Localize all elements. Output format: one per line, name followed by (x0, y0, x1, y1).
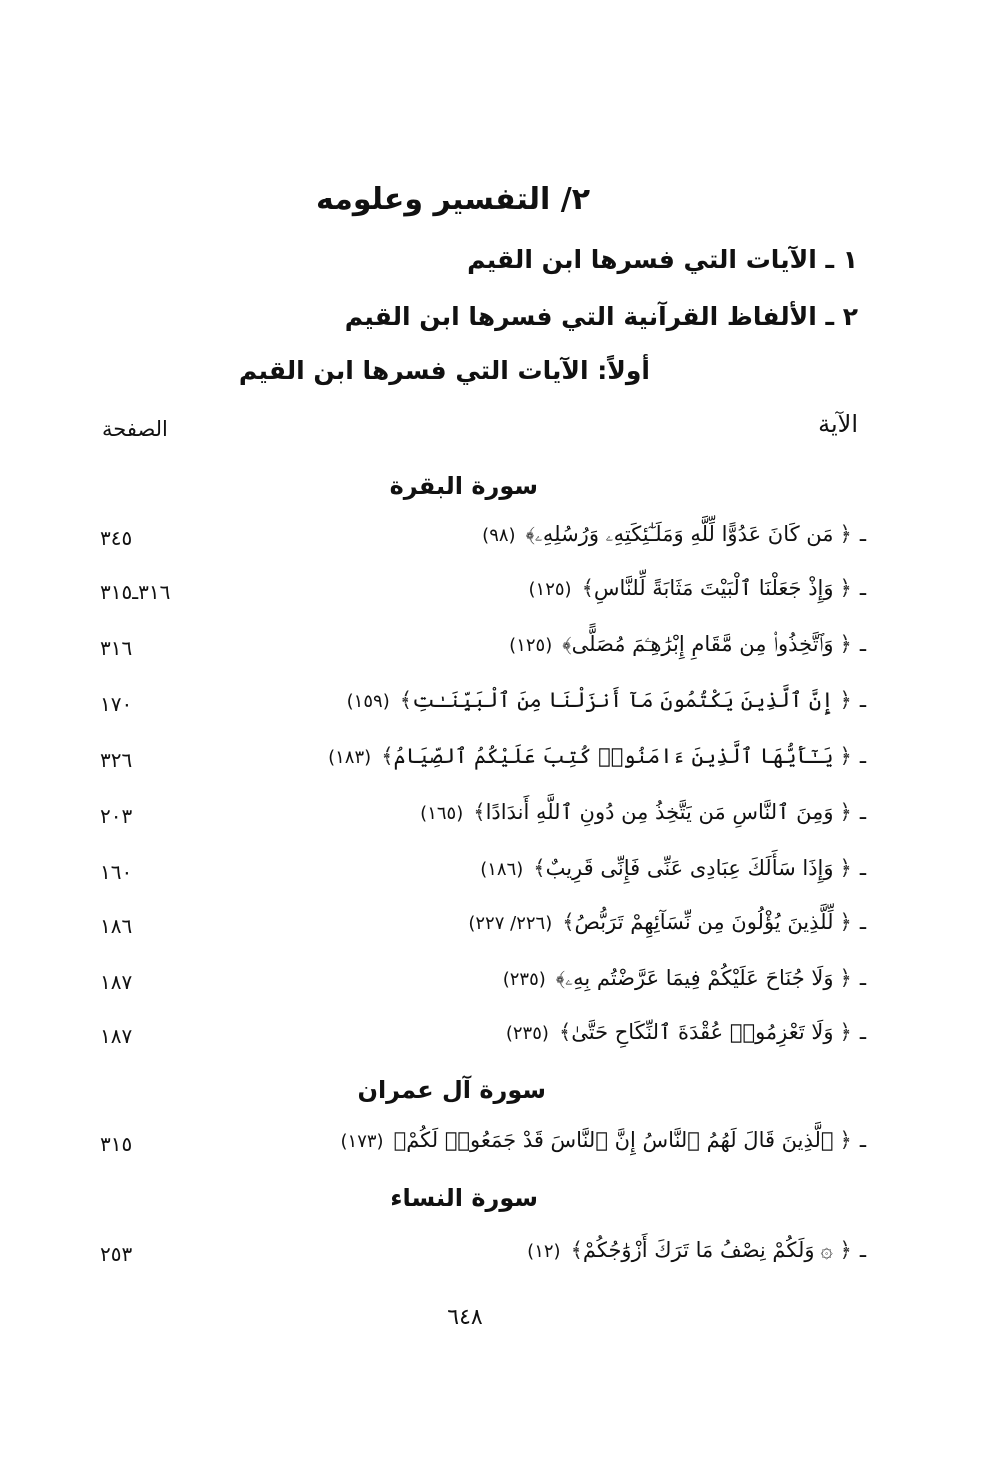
ornate-bracket-icon: ﴾ (562, 632, 572, 656)
verse-text (503, 966, 866, 991)
ornate-bracket-icon: ﴾ (558, 1020, 572, 1044)
verse-number: (١٢٥) (509, 635, 553, 656)
verse-number: (٢٣٥) (502, 969, 546, 990)
ornate-bracket-icon: ﴿ (839, 966, 852, 990)
verse-number: (١٢) (527, 1241, 561, 1262)
verse-text (529, 576, 867, 600)
ornate-bracket-icon: ﴾ (381, 744, 394, 768)
page-ref: ١٧٠ (100, 692, 133, 716)
dash: ـ (859, 800, 866, 824)
subheading: أولاً: الآيات التي فسرها ابن القيم (238, 356, 650, 385)
verse-quote: وَلَكُمْ نِصْفُ مَا تَرَكَ أَزْوَٰجُكُمْ (582, 1238, 815, 1262)
verse-row (98, 744, 866, 788)
verse-row (98, 910, 866, 954)
verse-text (509, 632, 866, 657)
verse-quote: وَمِنَ ٱلنَّاسِ مَن يَتَّخِذُ مِن دُونِ ٱللَّهِ أَندَادًا (485, 800, 834, 824)
verse-number: (١٦٥) (420, 803, 464, 824)
verse-number: (١٥٩) (346, 691, 390, 712)
dash: ـ (859, 966, 866, 990)
surah-heading-an-nisa: سورة النساء (390, 1184, 538, 1212)
verse-text (328, 744, 866, 768)
verse-text (506, 1020, 866, 1044)
verse-row (98, 1128, 866, 1172)
dash: ـ (859, 856, 866, 880)
verse-row (98, 522, 866, 566)
verse-number: (٢٢٦/ ٢٢٧) (468, 913, 553, 934)
surah-heading-baqarah: سورة البقرة (389, 472, 538, 500)
verse-quote: يَـٰٓأَيُّهَا ٱلَّذِينَ ءَامَنُوا۟ كُتِبَ عَلَيْكُمُ ٱلصِّيَامُ (393, 744, 834, 768)
verse-row (98, 856, 866, 900)
ornate-bracket-icon: ﴾ (570, 1238, 583, 1262)
ornate-bracket-icon: ﴾ (581, 576, 594, 600)
page-ref: ٢٠٣ (100, 804, 133, 828)
verse-row (98, 1238, 866, 1282)
page-ref: ١٦٠ (100, 860, 133, 884)
page-ref: ١٨٧ (100, 970, 133, 994)
page-ref: ٣١٦ (100, 636, 133, 660)
verse-number: (١٨٣) (328, 747, 372, 768)
verse-column-header: الآية (818, 410, 858, 438)
verse-quote: مَن كَانَ عَدُوًّا لِّلَّهِ وَمَلَـٰٓئِكَتِهِۦ وَرُسُلِهِۦ (534, 522, 834, 546)
verse-quote: ٱلَّذِينَ قَالَ لَهُمُ ٱلنَّاسُ إِنَّ ٱلنَّاسَ قَدْ جَمَعُوا۟ لَكُمْ (406, 1128, 834, 1152)
page-ref: ٣٢٦ (100, 748, 133, 772)
ornate-bracket-icon: ﴿ ۞ (820, 1238, 852, 1262)
dash: ـ (859, 632, 866, 656)
verse-text (482, 522, 866, 547)
page-ref: ٣١٦ـ٣١٥ (100, 580, 171, 604)
verse-text (468, 910, 866, 934)
dash: ـ (859, 522, 866, 546)
verse-number: (١٢٥) (528, 579, 572, 600)
verse-row (98, 966, 866, 1010)
verse-text (527, 1238, 866, 1262)
verse-number: (١٧٣) (340, 1131, 384, 1152)
verse-quote: وَلَا تَعْزِمُوا۟ عُقْدَةَ ٱلنِّكَاحِ حَتَّىٰ (571, 1020, 834, 1044)
verse-text (420, 800, 866, 824)
ornate-bracket-icon: ﴾ (555, 966, 566, 990)
toc-item-1: ١ ـ الآيات التي فسرها ابن القيم (467, 245, 858, 274)
page-ref: ٢٥٣ (100, 1242, 133, 1266)
dash: ـ (859, 910, 866, 934)
verse-row (98, 632, 866, 676)
verse-number: (١٨٦) (480, 859, 524, 880)
verse-row (98, 688, 866, 732)
dash: ـ (859, 576, 866, 600)
verse-number: (٩٨) (482, 525, 516, 546)
verse-quote: لِّلَّذِينَ يُؤْلُونَ مِن نِّسَآئِهِمْ تَرَبُّصُ (574, 910, 834, 934)
ornate-bracket-icon: ﴿ (839, 856, 852, 880)
ornate-bracket-icon: ﴿ (839, 744, 852, 768)
verse-text (341, 1128, 867, 1152)
verse-quote: وَٱتَّخِذُوا۟ مِن مَّقَامِ إِبْرَٰهِـۧمَ مُصَلًّى (571, 632, 834, 656)
verse-row (98, 1020, 866, 1064)
surah-heading-al-imran: سورة آل عمران (357, 1076, 546, 1104)
dash: ـ (859, 1128, 866, 1152)
verse-row (98, 800, 866, 844)
dash: ـ (859, 688, 866, 712)
dash: ـ (859, 1020, 866, 1044)
dash: ـ (859, 744, 866, 768)
ornate-bracket-icon: ﴿ (839, 1128, 852, 1152)
toc-item-2: ٢ ـ الألفاظ القرآنية التي فسرها ابن القيم (344, 302, 858, 331)
page-ref: ٣١٥ (100, 1132, 133, 1156)
dash: ـ (859, 1238, 866, 1262)
verse-text (347, 688, 866, 712)
verse-quote: وَلَا جُنَاحَ عَلَيْكُمْ فِيمَا عَرَّضْتُم بِهِۦ (565, 966, 834, 990)
ornate-bracket-icon: ﴿ (839, 576, 852, 600)
ornate-bracket-icon: ﴿ (839, 632, 852, 656)
page-ref: ٣٤٥ (100, 526, 133, 550)
ornate-bracket-icon: ﴾ (533, 856, 546, 880)
ornate-bracket-icon: ﴾ (473, 800, 486, 824)
verse-row (98, 576, 866, 620)
verse-number: (٢٣٥) (505, 1023, 549, 1044)
ornate-bracket-icon: ﴿ (839, 1020, 852, 1044)
section-title: ٢/ التفسير وعلومه (316, 182, 590, 217)
ornate-bracket-icon: ﴿ (839, 688, 852, 712)
page-column-header: الصفحة (102, 417, 168, 441)
verse-quote: وَإِذَا سَأَلَكَ عِبَادِى عَنِّى فَإِنِّى قَرِيبٌ (545, 856, 834, 880)
ornate-bracket-icon: ﴾ (562, 910, 575, 934)
ornate-bracket-icon: ﴾ (525, 522, 535, 546)
verse-quote: إِنَّ ٱلَّذِينَ يَكْتُمُونَ مَآ أَنزَلْنَا مِنَ ٱلْبَيِّنَـٰتِ (412, 688, 834, 712)
ornate-bracket-icon: ﴿ (839, 910, 852, 934)
page-ref: ١٨٧ (100, 1024, 133, 1048)
page-number: ٦٤٨ (447, 1305, 483, 1330)
verse-text (480, 856, 866, 880)
ornate-bracket-icon: ﴾ (393, 1128, 407, 1152)
ornate-bracket-icon: ﴾ (399, 688, 413, 712)
verse-quote: وَإِذْ جَعَلْنَا ٱلْبَيْتَ مَثَابَةً لِّلنَّاسِ (593, 576, 834, 600)
page-ref: ١٨٦ (100, 914, 133, 938)
ornate-bracket-icon: ﴿ (839, 522, 852, 546)
ornate-bracket-icon: ﴿ (839, 800, 852, 824)
